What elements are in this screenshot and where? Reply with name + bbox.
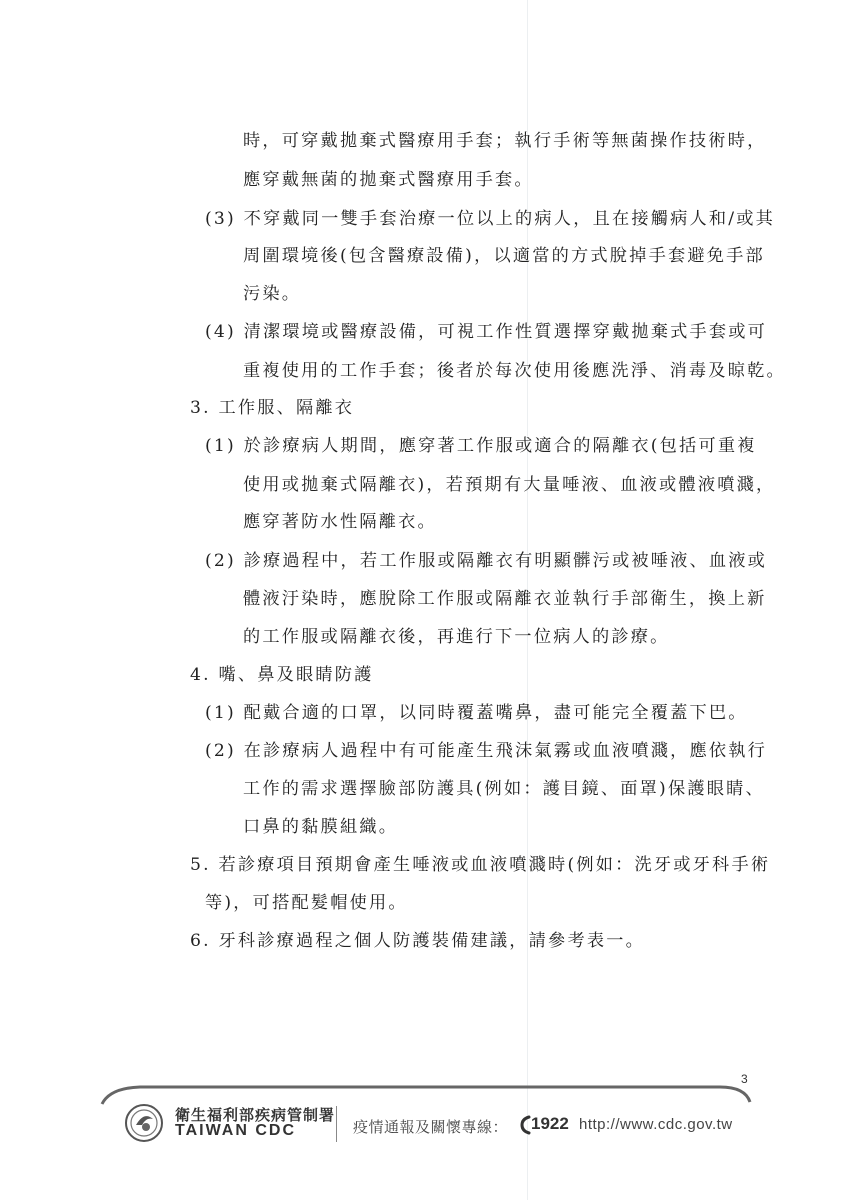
text-line: 重複使用的工作手套；後者於每次使用後應洗淨、消毒及晾乾。 [243,361,786,381]
cdc-website-url[interactable]: http://www.cdc.gov.tw [579,1116,733,1133]
hotline-number: 1922 [531,1114,569,1133]
section-heading-4: 4. 嘴、鼻及眼睛防護 [190,665,374,685]
text-line: 時，可穿戴拋棄式醫療用手套；執行手術等無菌操作技術時， [243,131,767,151]
hotline-label: 疫情通報及關懷專線： [353,1118,509,1136]
text-line: 體液汙染時，應脫除工作服或隔離衣並執行手部衛生，換上新 [243,589,767,609]
text-line: 口鼻的黏膜組織。 [243,817,399,837]
text-line: 應穿著防水性隔離衣。 [243,512,437,532]
text-line: 的工作服或隔離衣後，再進行下一位病人的診療。 [243,627,670,647]
footer-divider [336,1106,337,1142]
list-item-4: (4) 清潔環境或醫療設備，可視工作性質選擇穿戴拋棄式手套或可 [205,322,768,342]
org-name-zh: 衛生福利部疾病管制署 [175,1106,336,1124]
text-line: 應穿戴無菌的拋棄式醫療用手套。 [243,170,534,190]
list-item-1: (1) 配戴合適的口罩，以同時覆蓋嘴鼻，盡可能完全覆蓋下巴。 [205,703,748,723]
list-item-3: (3) 不穿戴同一雙手套治療一位以上的病人，且在接觸病人和/或其 [205,209,776,229]
section-heading-3: 3. 工作服、隔離衣 [190,398,355,418]
section-heading-6: 6. 牙科診療過程之個人防護裝備建議，請參考表一。 [190,931,645,951]
text-line: 污染。 [243,284,302,304]
list-item-1: (1) 於診療病人期間，應穿著工作服或適合的隔離衣(包括可重複 [205,436,757,456]
text-line: 等)，可搭配髮帽使用。 [205,893,408,913]
org-name-en: TAIWAN CDC [175,1122,297,1139]
cdc-logo-icon [124,1103,164,1143]
list-item-2: (2) 診療過程中，若工作服或隔離衣有明顯髒污或被唾液、血液或 [205,551,768,571]
list-item-2: (2) 在診療病人過程中有可能產生飛沫氣霧或血液噴濺，應依執行 [205,741,768,761]
text-line: 周圍環境後(包含醫療設備)，以適當的方式脫掉手套避免手部 [243,246,765,266]
section-heading-5: 5. 若診療項目預期會產生唾液或血液噴濺時(例如：洗牙或牙科手術 [190,855,771,875]
text-line: 工作的需求選擇臉部防護具(例如：護目鏡、面罩)保護眼睛、 [243,779,765,799]
page-number: 3 [741,1072,748,1086]
text-line: 使用或拋棄式隔離衣)，若預期有大量唾液、血液或體液噴濺， [243,475,776,495]
